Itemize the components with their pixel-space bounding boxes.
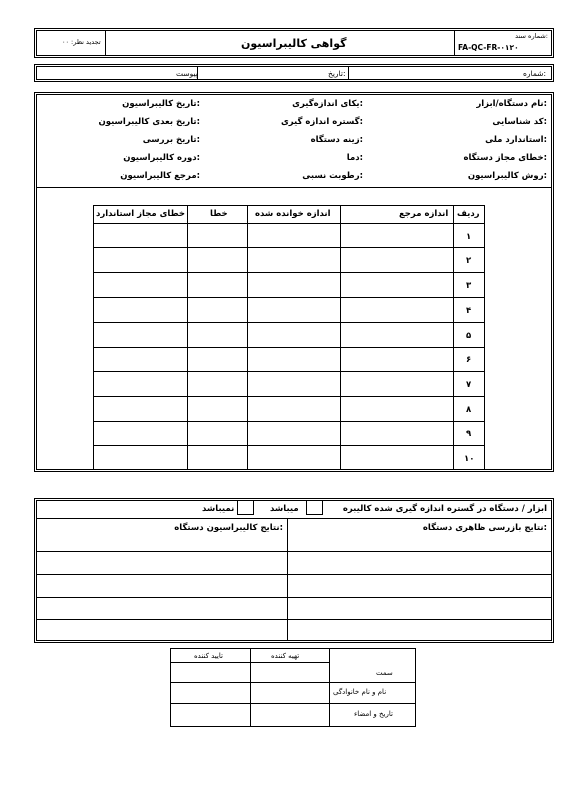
results-line bbox=[37, 574, 551, 575]
info-divider-1 bbox=[348, 67, 349, 79]
doc-number-value: FA-QC-FR-۰۱۲۰ bbox=[458, 43, 519, 52]
header-divider-right bbox=[454, 31, 455, 55]
signature-row-line bbox=[170, 703, 416, 704]
yes-label: میباشد bbox=[270, 504, 299, 514]
table-col-line-1 bbox=[453, 205, 454, 470]
table-header-line bbox=[93, 223, 485, 224]
table-row bbox=[93, 297, 485, 298]
header-divider-left bbox=[105, 31, 106, 55]
signature-col-line-2 bbox=[250, 648, 251, 727]
number-label: شماره: bbox=[523, 69, 546, 78]
signature-row-line bbox=[170, 662, 330, 663]
attachment-label: پیوست bbox=[176, 69, 198, 78]
row-number: ۱ bbox=[466, 232, 472, 242]
device-tolerance-label: خطای مجاز دستگاه: bbox=[463, 153, 547, 163]
range-check-question: ابزار / دستگاه در گستره اندازه گیری شده کالیبره bbox=[342, 504, 547, 514]
results-line bbox=[37, 551, 551, 552]
table-row bbox=[93, 347, 485, 348]
doc-number-label: شماره سند: bbox=[515, 32, 548, 40]
full-name-label: نام و نام خانوادگی bbox=[333, 688, 387, 696]
calibration-reference-label: مرجع کالیبراسیون: bbox=[120, 171, 200, 181]
national-standard-label: استاندارد ملی: bbox=[485, 135, 547, 145]
row-number: ۶ bbox=[466, 355, 472, 365]
relative-humidity-label: رطوبت نسبی: bbox=[302, 171, 363, 181]
page-title: گواهی کالیبراسیون bbox=[241, 37, 347, 50]
signature-col-line-1 bbox=[329, 648, 330, 727]
row-number: ۹ bbox=[466, 429, 472, 439]
row-number: ۴ bbox=[466, 306, 472, 316]
yes-checkbox[interactable] bbox=[306, 500, 323, 515]
calibration-date-label: تاریخ کالیبراسیون: bbox=[122, 99, 200, 109]
calibration-results-label: نتایج کالیبراسیون دستگاه: bbox=[174, 523, 283, 533]
device-name-label: نام دستگاه/ابزار: bbox=[476, 99, 547, 109]
results-line bbox=[37, 597, 551, 598]
calibration-method-label: روش کالیبراسیون: bbox=[467, 171, 547, 181]
col-header-row: ردیف bbox=[457, 209, 480, 219]
table-row bbox=[93, 396, 485, 397]
table-row bbox=[93, 421, 485, 422]
results-line bbox=[37, 619, 551, 620]
row-number: ۲ bbox=[466, 256, 472, 266]
position-label: سمت bbox=[376, 669, 393, 677]
revision-label: تجدید نظر: ۰۰ bbox=[62, 38, 101, 46]
no-checkbox[interactable] bbox=[237, 500, 254, 515]
date-label: تاریخ: bbox=[328, 69, 346, 78]
measurement-range-label: گستره اندازه گیری: bbox=[280, 117, 363, 127]
table-row bbox=[93, 272, 485, 273]
col-header-reference: اندازه مرجع bbox=[399, 209, 449, 219]
col-header-error: خطا bbox=[210, 209, 228, 219]
info-bottom-line bbox=[37, 187, 551, 188]
calibration-period-label: دوره کالیبراسیون: bbox=[123, 153, 200, 163]
table-col-line-3 bbox=[247, 205, 248, 470]
measurement-table bbox=[93, 205, 485, 470]
no-label: نمیباشد bbox=[202, 504, 235, 514]
device-resolution-label: زینه دستگاه: bbox=[310, 135, 363, 145]
col-header-tolerance: خطای مجاز استاندارد bbox=[96, 209, 185, 219]
review-date-label: تاریخ بررسی: bbox=[142, 135, 200, 145]
row-number: ۸ bbox=[466, 405, 472, 415]
row-number: ۷ bbox=[466, 380, 472, 390]
row-number: ۱۰ bbox=[464, 454, 475, 464]
next-calibration-date-label: تاریخ بعدی کالیبراسیون: bbox=[98, 117, 200, 127]
measurement-unit-label: یکای اندازه‌گیری: bbox=[292, 99, 363, 109]
results-box bbox=[34, 498, 554, 643]
approved-by-label: تایید کننده bbox=[194, 652, 223, 660]
row-number: ۳ bbox=[466, 281, 472, 291]
info-row-box bbox=[34, 64, 554, 82]
results-header-top-line bbox=[37, 518, 551, 519]
identification-code-label: کد شناسایی: bbox=[492, 117, 547, 127]
visual-inspection-label: نتایج بازرسی ظاهری دستگاه: bbox=[422, 523, 547, 533]
table-col-line-4 bbox=[187, 205, 188, 470]
date-signature-label: تاریخ و امضاء bbox=[354, 710, 393, 718]
col-header-reading: اندازه خوانده شده bbox=[255, 209, 331, 219]
table-row bbox=[93, 445, 485, 446]
results-middle-line bbox=[287, 518, 288, 640]
prepared-by-label: تهیه کننده bbox=[271, 652, 300, 660]
table-row bbox=[93, 247, 485, 248]
signature-row-line bbox=[170, 682, 416, 683]
row-number: ۵ bbox=[466, 331, 472, 341]
table-col-line-2 bbox=[340, 205, 341, 470]
table-row bbox=[93, 371, 485, 372]
table-row bbox=[93, 322, 485, 323]
temperature-label: دما: bbox=[346, 153, 363, 163]
